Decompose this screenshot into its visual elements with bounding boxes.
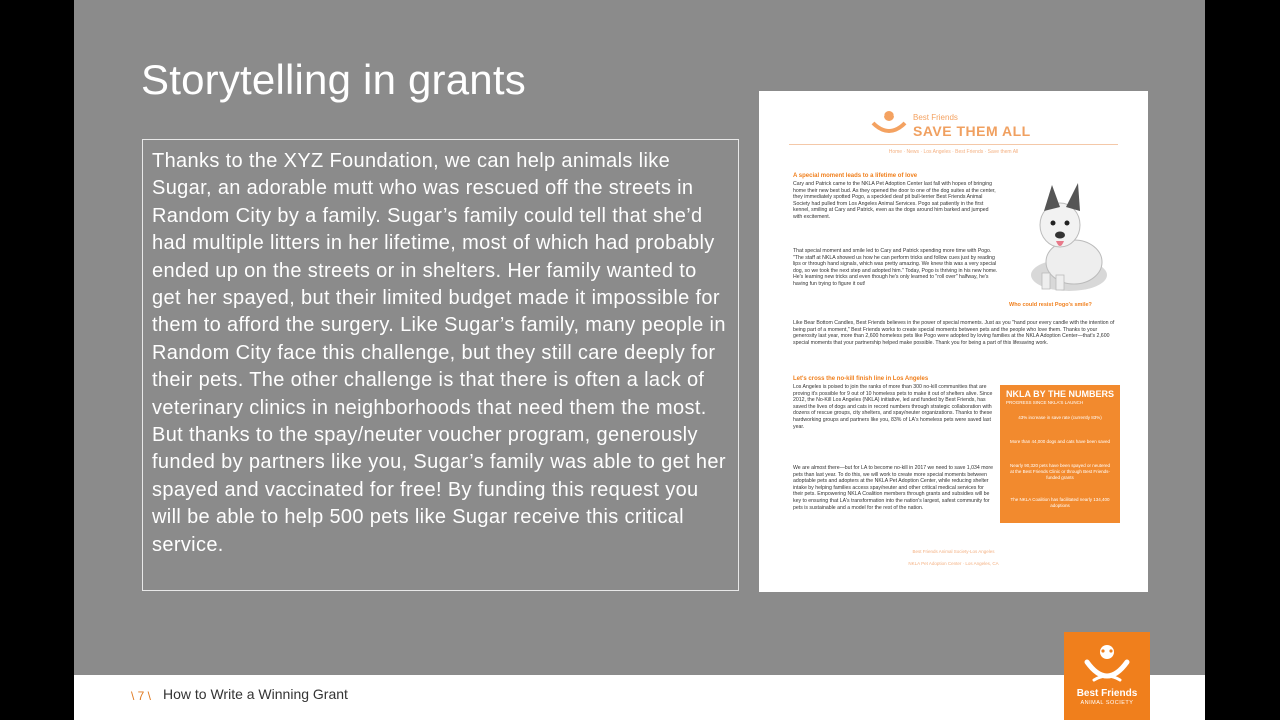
nkla-box-item: Nearly 90,320 pets have been spayed or neutered at the Best Friends Clinic or through Best Friends-funded grants (1009, 463, 1111, 480)
doc-footer-line2: NKLA Pet Adoption Center · Los Angeles, CA (908, 561, 999, 566)
dog-photo-caption: Who could resist Pogo's smile? (1009, 302, 1092, 308)
doc-brand-small: Best Friends (913, 113, 958, 122)
nkla-box-subtitle: PROGRESS SINCE NKLA'S LAUNCH (1006, 400, 1084, 405)
nkla-box-item: The NKLA Coalition has facilitated nearly 134,400 adoptions (1010, 497, 1110, 508)
nkla-box-item: More than 44,000 dogs and cats have been saved (1009, 439, 1111, 444)
doc-section1-p3: Like Bear Bottom Candles, Best Friends believes in the power of special moments. Just as you "hand pour every candle with the intention of being part of a moment," Best Friends works to create special moments between pets and the people who love them. Thanks to your generosity last year, more than 2,600 homeless pets like Pogo were adopted by loving families at the NKLA Adoption Center—that's 2,600 special moments that your partnership helped make possible. Thank you for being a part of this lifesaving work. (793, 320, 1115, 346)
grant-document-preview (759, 91, 1148, 592)
slide-title: Storytelling in grants (141, 56, 526, 103)
doc-nav: Home · News · Los Angeles · Best Friends · Save them All (888, 149, 1019, 155)
doc-section1-heading: A special moment leads to a lifetime of love (793, 173, 918, 179)
doc-section2-p1: Los Angeles is poised to join the ranks of more than 300 no-kill communities that are proving it's possible for 9 out of 10 homeless pets to make it out of shelters alive. Since 2012, the No-Kill Los Angeles (NKLA) initiative, led and funded by Best Friends, has saved the lives of dogs and cats in record numbers through strategic collaboration with dozens of rescue groups, city shelters, and spay/neuter organizations. Thanks to these hardworking groups and partners like you, 83% of LA's homeless pets were saved last year. (793, 384, 993, 430)
doc-section1-p1: Cary and Patrick came to the NKLA Pet Adoption Center last fall with hopes of bringing home their new best bud. As they opened the door to one of the dog suites at the center, they immediately spotted Pogo, a speckled deaf pit bull-terrier Best Friends Animal Society had pulled from Los Angeles Animal Services. Pogo sat patiently in the first kennel, smiling at Cary and Patrick, even as the dogs around him barked and jumped with excitement. (793, 181, 996, 220)
doc-footer-line1: Best Friends Animal Society-Los Angeles (912, 549, 995, 554)
best-friends-logo-icon (869, 109, 909, 139)
doc-divider (789, 144, 1118, 145)
dog-photo-icon (1004, 177, 1114, 297)
logo-subtitle: ANIMAL SOCIETY (1080, 700, 1134, 706)
slide-page-number: \ 7 \ (131, 689, 152, 703)
doc-section2-p2: We are almost there—but for LA to become no-kill in 2017 we need to save 1,034 more pets than last year. To do this, we will work to create more special moments between adoptable pets and adopters at the NKLA Pet Adoption Center, while reducing shelter intake by helping families access spay/neuter and other critical medical services for their pets. Empowering NKLA Coalition members through grants and subsidies will be key to ensuring that LA's transformation into the nation's largest, safest community for pets is sustainable and a model for the rest of the nation. (793, 465, 994, 511)
nkla-box-title: NKLA BY THE NUMBERS (1006, 389, 1115, 399)
doc-section2-heading: Let's cross the no-kill finish line in Los Angeles (793, 376, 929, 382)
slide (74, 0, 1205, 720)
nkla-box-item: 43% increase in save rate (currently 83%) (1018, 415, 1102, 420)
slide-footer-text: How to Write a Winning Grant (163, 686, 348, 702)
logo-title: Best Friends (1076, 688, 1138, 699)
nkla-numbers-box (1000, 385, 1120, 523)
story-text-box: Thanks to the XYZ Foundation, we can help animals like Sugar, an adorable mutt who was rescued off the streets in Random City by a family. Sugar’s family could tell that she’d had multiple litters in her lifetime, most of which had probably ended up on the streets or in shelters. Her family wanted to get her spayed, but their limited budget made it impossible for them to afford the surgery. Like Sugar’s family, many people in Random City face this challenge, but they still care deeply for their pets. The other challenge is that there is often a lack of veterinary clinics in neighborhoods that need them the most. But thanks to the spay/neuter voucher program, generously funded by partners like you, Sugar’s family was able to get her spayed and vaccinated for free! By funding this request you will be able to help 500 pets like Sugar receive this critical service. (142, 139, 739, 591)
doc-section1-p2: That special moment and smile led to Cary and Patrick spending more time with Pogo. "The staff at NKLA showed us how he can perform tricks and follow cues just by reading lips or through hand signals, which was pretty amazing. We knew this was a very special dog, so we took the next step and adopted him." Today, Pogo is thriving in his new home. He's learning new tricks and even though he's only learned to "roll over" halfway, he's having fun trying to figure it out! (793, 248, 998, 287)
best-friends-logo-icon (1084, 642, 1130, 686)
doc-brand-large: SAVE THEM ALL (913, 123, 1031, 139)
best-friends-logo (1064, 632, 1150, 720)
